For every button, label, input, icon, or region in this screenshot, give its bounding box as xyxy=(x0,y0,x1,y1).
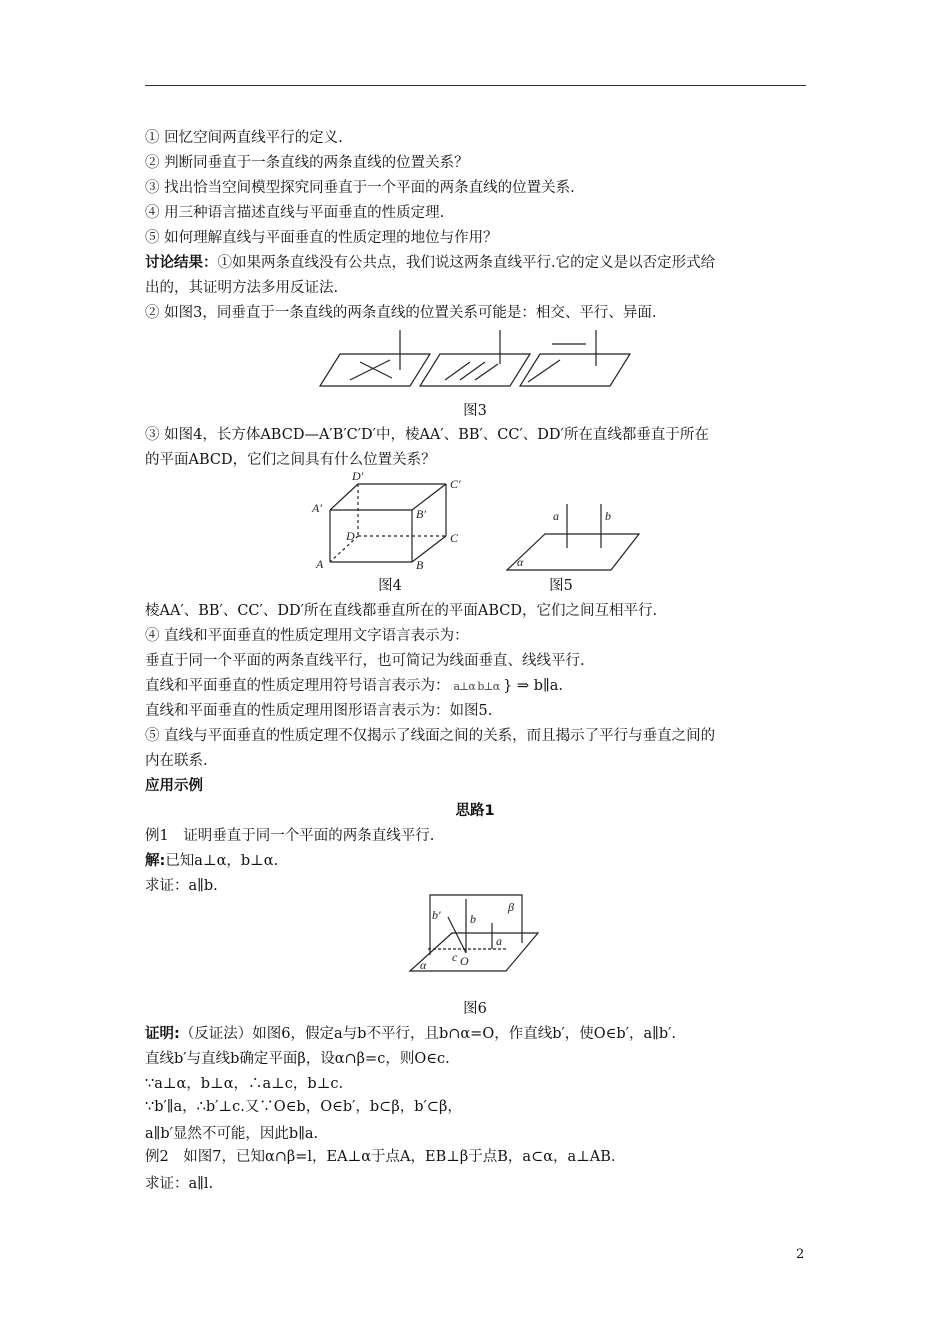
proof-2: 直线b′与直线b确定平面β，设α∩β=c，则O∈c. xyxy=(145,1051,450,1067)
fig6-label-alpha: α xyxy=(420,958,427,972)
solution-line xyxy=(145,851,278,871)
fig6-label-a: a xyxy=(496,934,502,948)
fig6-label-b1: b′ xyxy=(432,908,441,922)
fig3-plane-2 xyxy=(420,354,530,386)
application-heading: 应用示例 xyxy=(145,778,203,794)
result-text: ①如果两条直线没有公共点，我们说这两条直线平行.它的定义是以否定形式给 xyxy=(217,255,716,271)
fig5-label-b: b xyxy=(605,509,611,523)
header-rule xyxy=(145,85,806,86)
discussion-result xyxy=(145,253,715,273)
symbol-expression: a⊥α b⊥α xyxy=(453,680,500,693)
caption-fig6: 图6 xyxy=(463,1001,487,1017)
caption-fig4: 图4 xyxy=(378,578,402,594)
prove-1: 求证：a∥b. xyxy=(145,878,218,894)
fig4-label-A: A xyxy=(316,557,324,571)
figure-5 xyxy=(505,500,645,572)
fig6-label-beta: β xyxy=(508,900,514,914)
result-2: ② 如图3，同垂直于一条直线的两条直线的位置关系可能是：相交、平行、异面. xyxy=(145,305,657,321)
fig5-label-alpha: α xyxy=(517,555,524,569)
fig6-label-c: c xyxy=(452,950,458,964)
result-4a: ④ 直线和平面垂直的性质定理用文字语言表示为： xyxy=(145,628,469,644)
result-3a: ③ 如图4，长方体ABCD—A′B′C′D′中，棱AA′、BB′、CC′、DD′所在直线都垂直于所在 xyxy=(145,427,709,443)
caption-fig5: 图5 xyxy=(549,578,573,594)
result-3c: 棱AA′、BB′、CC′、DD′所在直线都垂直所在的平面ABCD，它们之间互相平行. xyxy=(145,603,658,619)
proof-label: 证明: xyxy=(145,1026,180,1042)
result-3b: 的平面ABCD，它们之间具有什么位置关系？ xyxy=(145,452,436,468)
fig3-plane-3 xyxy=(520,354,630,386)
fig4-label-D1: D′ xyxy=(352,469,364,483)
figure-6 xyxy=(408,893,542,975)
proof-text: （反证法）如图6，假定a与b不平行，且b∩α=O，作直线b′，使O∈b′，a∥b′. xyxy=(179,1026,677,1042)
page-number: 2 xyxy=(796,1247,805,1262)
fig4-label-B: B xyxy=(416,558,424,572)
question-1: ① 回忆空间两直线平行的定义. xyxy=(145,130,343,146)
proof-3: ∵a⊥α，b⊥α，∴a⊥c，b⊥c. xyxy=(145,1076,344,1092)
result-5b: 内在联系. xyxy=(145,753,208,769)
fig4-label-C1: C′ xyxy=(450,477,461,491)
figure-4 xyxy=(312,470,472,570)
proof-5: a∥b′显然不可能，因此b∥a. xyxy=(145,1126,319,1142)
example-2: 例2 如图7，已知α∩β=l，EA⊥α于点A，EB⊥β于点B，a⊂α，a⊥AB. xyxy=(145,1149,616,1165)
example-1: 例1 证明垂直于同一个平面的两条直线平行. xyxy=(145,828,435,844)
proof-line xyxy=(145,1024,676,1044)
solution-text: 已知a⊥α，b⊥α. xyxy=(165,853,279,869)
result-4c-text: 直线和平面垂直的性质定理用符号语言表示为： xyxy=(145,678,450,694)
question-5: ⑤ 如何理解直线与平面垂直的性质定理的地位与作用？ xyxy=(145,230,498,246)
fig6-label-O: O xyxy=(460,954,469,968)
result-5a: ⑤ 直线与平面垂直的性质定理不仅揭示了线面之间的关系，而且揭示了平行与垂直之间的 xyxy=(145,728,716,744)
fig5-label-a: a xyxy=(553,509,559,523)
fig4-label-C: C xyxy=(450,531,459,545)
result-4c-conclusion: } ⇒ b∥a. xyxy=(503,678,563,694)
fig4-label-D: D xyxy=(346,529,355,543)
fig4-label-A1: A′ xyxy=(312,501,322,515)
caption-fig3: 图3 xyxy=(463,403,487,419)
figure-3 xyxy=(320,330,632,392)
result-4d: 直线和平面垂直的性质定理用图形语言表示为：如图5. xyxy=(145,703,493,719)
fig6-label-b: b xyxy=(470,912,476,926)
question-4: ④ 用三种语言描述直线与平面垂直的性质定理. xyxy=(145,205,445,221)
idea-heading: 思路1 xyxy=(455,803,495,819)
result-label: 讨论结果： xyxy=(145,255,218,271)
solution-label: 解: xyxy=(145,853,166,869)
result-4b: 垂直于同一个平面的两条直线平行，也可简记为线面垂直、线线平行. xyxy=(145,653,585,669)
question-3: ③ 找出恰当空间模型探究同垂直于一个平面的两条直线的位置关系. xyxy=(145,180,575,196)
result-4c xyxy=(145,676,563,697)
fig4-label-B1: B′ xyxy=(416,507,426,521)
proof-4: ∵b′∥a，∴b′⊥c.又∵O∈b，O∈b′，b⊂β，b′⊂β， xyxy=(145,1099,462,1115)
prove-2: 求证：a∥l. xyxy=(145,1176,214,1192)
result-text-2: 出的，其证明方法多用反证法. xyxy=(145,280,339,296)
question-2: ② 判断同垂直于一条直线的两条直线的位置关系？ xyxy=(145,155,469,171)
